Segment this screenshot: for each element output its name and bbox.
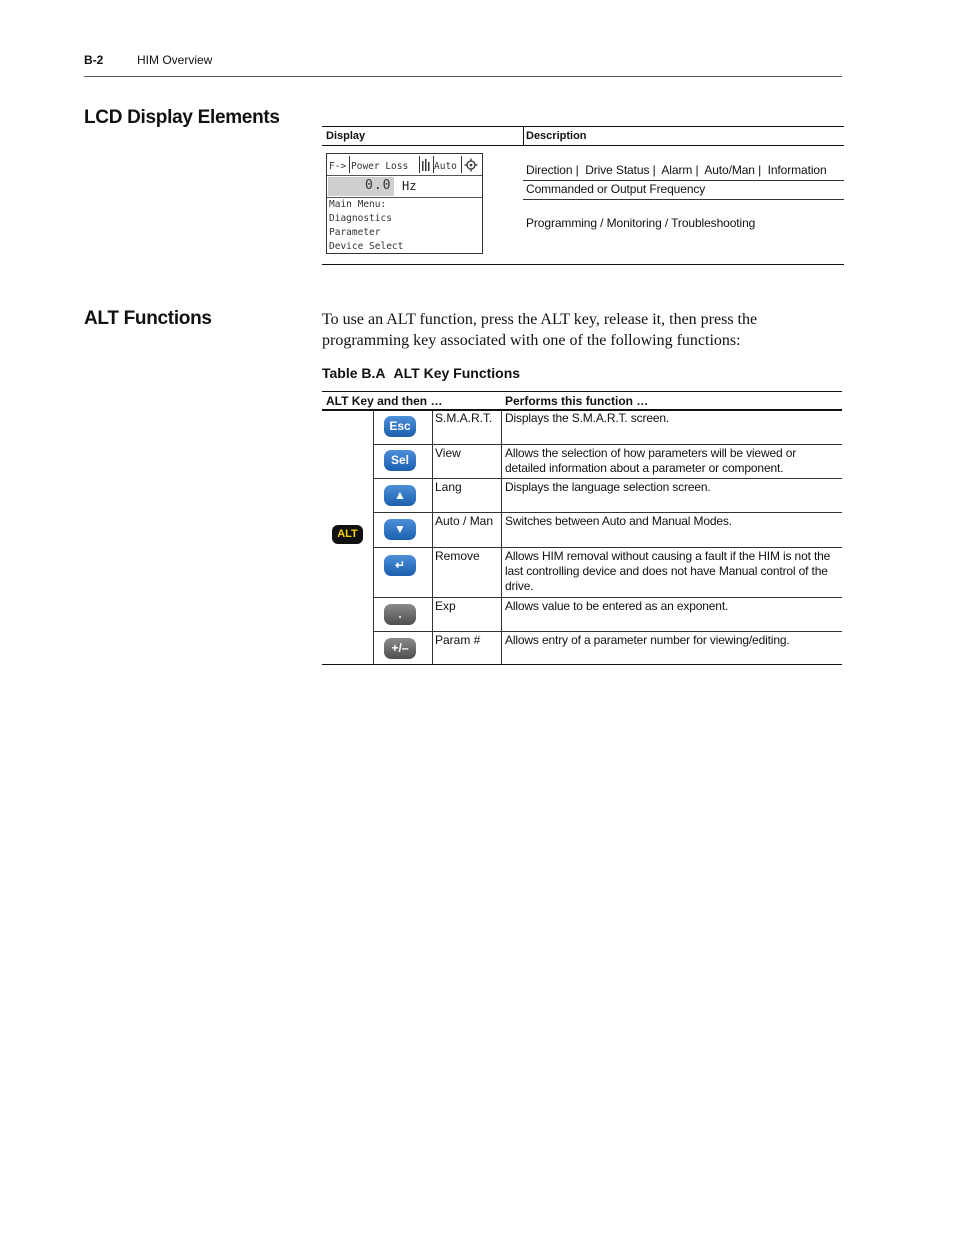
lcd-auto-man: Auto	[434, 161, 457, 172]
frequency-line-description: Commanded or Output Frequency	[526, 182, 706, 196]
lcd-frequency-unit: Hz	[402, 179, 417, 193]
lcd-frequency-value: 0.0	[365, 178, 392, 193]
header-divider	[523, 127, 524, 145]
lcd-table-header	[322, 127, 844, 146]
lcd-frequency-row	[327, 175, 482, 198]
row-divider	[373, 512, 842, 513]
alarm-icon	[421, 159, 431, 173]
function-description: Allows entry of a parameter number for viewing/editing.	[505, 633, 790, 647]
alt-key-functions-table	[322, 391, 842, 665]
alt-key-icon: ALT	[332, 525, 363, 544]
column-divider	[373, 411, 374, 664]
plus-minus-key-icon: +/–	[384, 638, 416, 659]
lcd-menu-item: Diagnostics	[329, 213, 392, 224]
col-alt-key: ALT Key and then …	[326, 394, 443, 408]
function-name: Param #	[435, 633, 481, 647]
function-name: View	[435, 446, 461, 460]
page-number: B-2	[84, 53, 104, 67]
function-description: Allows the selection of how parameters will be viewed or detailed information about a parameter or component.	[505, 446, 797, 475]
function-name: Auto / Man	[435, 514, 494, 528]
decimal-key-icon: .	[384, 604, 416, 625]
table-rule	[322, 391, 842, 392]
lcd-separator	[349, 156, 350, 173]
desc-drive-status: Drive Status	[585, 163, 650, 177]
function-description: Switches between Auto and Manual Modes.	[505, 514, 732, 528]
row-divider	[373, 478, 842, 479]
row-divider	[373, 631, 842, 632]
table-caption-label: Table B.A	[322, 365, 386, 381]
table-caption-title: ALT Key Functions	[393, 365, 521, 381]
lcd-drive-status: Power Loss	[351, 161, 409, 172]
lcd-menu-item: Parameter	[329, 227, 381, 238]
lcd-direction: F->	[329, 161, 347, 172]
function-name: Remove	[435, 549, 480, 563]
lcd-menu	[329, 198, 403, 254]
lcd-separator	[419, 156, 420, 173]
section-name: HIM Overview	[137, 53, 213, 67]
row-divider	[373, 547, 842, 548]
sel-key-icon: Sel	[384, 450, 416, 471]
row-divider	[373, 597, 842, 598]
col-function: Performs this function …	[505, 394, 649, 408]
function-description: Displays the language selection screen.	[505, 480, 711, 494]
function-description: Displays the S.M.A.R.T. screen.	[505, 411, 670, 425]
table-rule	[322, 664, 842, 665]
function-name: Exp	[435, 599, 456, 613]
desc-alarm: Alarm	[661, 163, 693, 177]
lcd-menu-item: Device Select	[329, 241, 404, 252]
lcd-separator	[461, 156, 462, 173]
lcd-menu-item: Main Menu:	[329, 199, 387, 210]
row-divider	[373, 444, 842, 445]
function-name: S.M.A.R.T.	[435, 411, 493, 425]
menu-line-description: Programming / Monitoring / Troubleshooting	[526, 216, 756, 230]
up-arrow-key-icon: ▲	[384, 485, 416, 506]
status-line-description: Direction | Drive Status | Alarm | Auto/Man | Information	[526, 163, 827, 177]
col-display: Display	[326, 130, 366, 142]
desc-auto-man: Auto/Man	[704, 163, 755, 177]
enter-key-icon: ↵	[384, 555, 416, 576]
lcd-elements-table	[322, 126, 844, 265]
desc-information: Information	[767, 163, 827, 177]
function-description: Allows value to be entered as an exponent.	[505, 599, 729, 613]
col-description: Description	[526, 130, 587, 142]
function-description: Allows HIM removal without causing a fault if the HIM is not the last controlling device and does not have Manual control of the drive.	[505, 549, 831, 593]
information-icon	[464, 158, 478, 172]
esc-key-icon: Esc	[384, 416, 416, 437]
lcd-status-row	[327, 154, 482, 175]
desc-direction: Direction	[526, 163, 573, 177]
page-header	[84, 52, 842, 77]
function-name: Lang	[435, 480, 462, 494]
description-divider	[523, 180, 844, 181]
table-caption	[322, 365, 520, 381]
description-divider	[523, 199, 844, 200]
lcd-screen	[326, 153, 483, 254]
column-divider	[432, 411, 433, 664]
alt-section-title: ALT Functions	[84, 308, 212, 329]
alt-intro-paragraph: To use an ALT function, press the ALT key, release it, then press the programming key associated with one of the following functions:	[322, 311, 758, 349]
lcd-section-title: LCD Display Elements	[84, 107, 280, 128]
down-arrow-key-icon: ▼	[384, 519, 416, 540]
